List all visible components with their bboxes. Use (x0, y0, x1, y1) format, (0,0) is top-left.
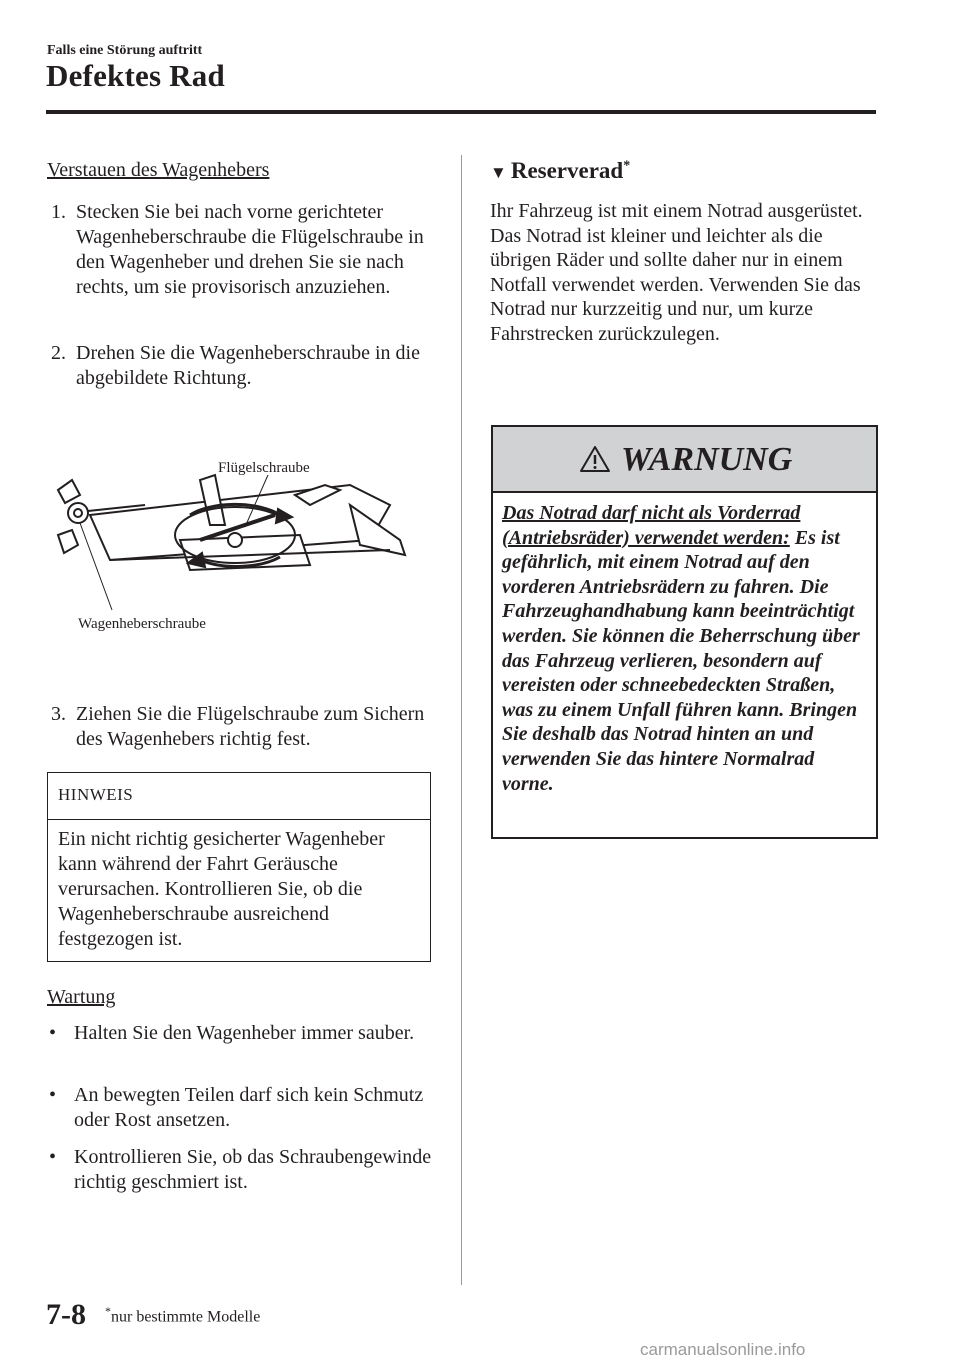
page-number: 7-8 (46, 1298, 86, 1331)
warning-box (491, 425, 878, 839)
bullet-text: Halten Sie den Wagenheber immer sauber. (74, 1022, 415, 1044)
jack-figure (50, 445, 410, 640)
footnote (105, 1304, 260, 1326)
warning-text (502, 501, 868, 796)
step-text: Ziehen Sie die Flügelschraube zum Sichern des Wagenhebers richtig fest. (76, 703, 425, 750)
footnote-text: nur bestimmte Modelle (111, 1308, 261, 1326)
step-number: 1. (51, 201, 66, 223)
warning-header (493, 427, 876, 493)
column-divider (461, 155, 462, 1285)
step-text: Stecken Sie bei nach vorne gerichteter Wagenheberschraube die Flügelschraube in den Wagenheber und drehen Sie sie nach rechts, um sie provisorisch anzuziehen. (76, 201, 424, 298)
warning-triangle-icon (579, 445, 611, 473)
bullet-dot: • (49, 1084, 57, 1106)
step-text: Drehen Sie die Wagenheberschraube in die abgebildete Richtung. (76, 342, 420, 389)
note-header (48, 773, 430, 820)
note-heading: HINWEIS (58, 785, 134, 804)
spare-wheel-heading (490, 158, 630, 184)
asterisk-mark: * (623, 158, 631, 174)
footnote-mark: * (105, 1304, 111, 1318)
spare-wheel-title: Reserverad (510, 158, 624, 183)
page-title: Defektes Rad (46, 58, 225, 93)
bullet-text: Kontrollieren Sie, ob das Schraubengewinde richtig geschmiert ist. (74, 1146, 432, 1193)
warning-title: WARNUNG (621, 441, 793, 478)
section-label: Falls eine Störung auftritt (47, 43, 203, 58)
step-number: 2. (51, 342, 66, 364)
label-wing-screw: Flügelschraube (218, 460, 310, 476)
title-rule (46, 110, 876, 114)
warning-detail: Es ist gefährlich, mit einem Notrad auf den vorderen Antriebsrädern zu fahren. Die Fahrzeughandhabung kann beeinträchtigt werden. Sie können die Beherrschung über das Fahrzeug verlieren, besondern auf vereisten oder schneebedeckten Straßen, was zu einem Unfall führen kann. Bringen Sie deshalb das Notrad hinten an und verwenden Sie das hintere Normalrad vorne. (502, 526, 860, 795)
note-box (47, 772, 431, 962)
bullet-text: An bewegten Teilen darf sich kein Schmutz oder Rost ansetzen. (74, 1084, 424, 1131)
spare-wheel-text: Ihr Fahrzeug ist mit einem Notrad ausgerüstet. Das Notrad ist kleiner und leichter als die übrigen Räder und sollte daher nur in einem Notfall verwendet werden. Verwenden Sie das Notrad nur kurzzeitig und nur, um kurze Fahrstrecken zurückzulegen. (490, 200, 863, 345)
label-jack-screw: Wagenheberschraube (78, 616, 206, 632)
bullet-dot: • (49, 1022, 57, 1044)
note-text: Ein nicht richtig gesicherter Wagenheber kann während der Fahrt Geräusche verursachen. Kontrollieren Sie, ob die Wagenheberschraube ausreichend festgezogen ist. (58, 828, 385, 950)
subheading-maintenance: Wartung (47, 986, 116, 1008)
triangle-down-icon: ▼ (490, 163, 507, 182)
warning-lead: Das Notrad darf nicht als Vorderrad (Antriebsräder) verwendet werden: (502, 502, 801, 549)
subheading-jack-storage: Verstauen des Wagenhebers (47, 159, 270, 181)
jack-illustration (50, 445, 410, 640)
bullet-dot: • (49, 1146, 57, 1168)
watermark: carmanualsonline.info (640, 1340, 806, 1359)
step-number: 3. (51, 703, 66, 725)
